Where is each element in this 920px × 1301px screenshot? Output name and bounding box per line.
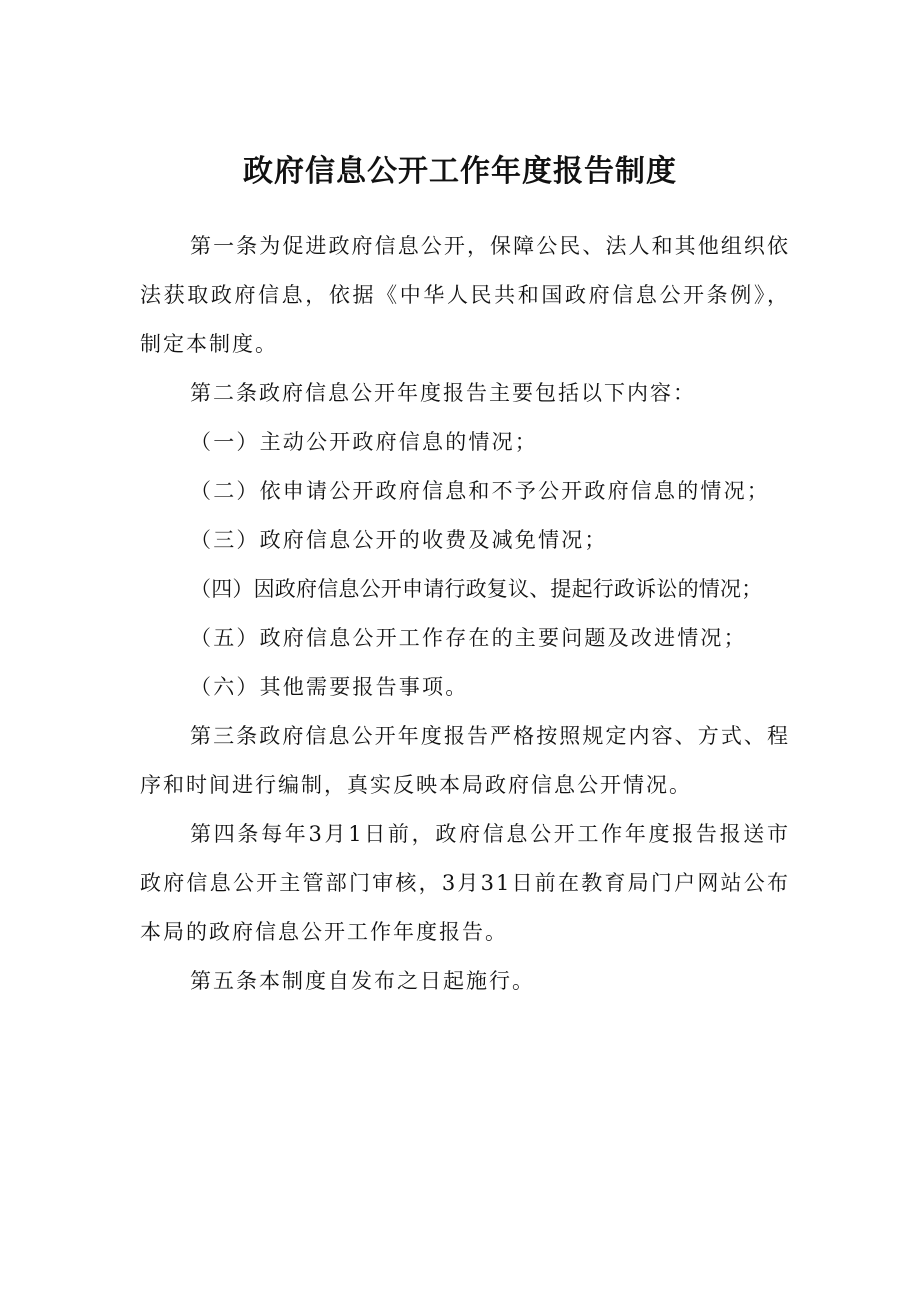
list-item-1: （一）主动公开政府信息的情况； — [190, 430, 538, 454]
list-item-6: （六）其他需要报告事项。 — [190, 675, 469, 699]
article-5: 第五条本制度自发布之日起施行。 — [190, 969, 535, 993]
document-title: 政府信息公开工作年度报告制度 — [243, 154, 677, 189]
article-3: 第三条政府信息公开年度报告严格按照规定内容、方式、程序和时间进行编制，真实反映本局政府信息公开情况。 — [140, 724, 790, 797]
article-1: 第一条为促进政府信息公开，保障公民、法人和其他组织依法获取政府信息，依据《中华人民共和国政府信息公开条例》，制定本制度。 — [140, 234, 790, 356]
list-item-2: （二）依申请公开政府信息和不予公开政府信息的情况； — [190, 479, 770, 503]
list-item-3: （三）政府信息公开的收费及减免情况； — [190, 528, 608, 552]
list-item-4: （四）因政府信息公开申请行政复议、提起行政诉讼的情况； — [190, 577, 763, 601]
article-4: 第四条每年3月1日前，政府信息公开工作年度报告报送市政府信息公开主管部门审核，3月31日前在教育局门户网站公布本局的政府信息公开工作年度报告。 — [140, 822, 790, 944]
article-2: 第二条政府信息公开年度报告主要包括以下内容： — [190, 381, 696, 405]
document-body — [140, 222, 790, 1006]
list-item-5: （五）政府信息公开工作存在的主要问题及改进情况； — [190, 626, 747, 650]
